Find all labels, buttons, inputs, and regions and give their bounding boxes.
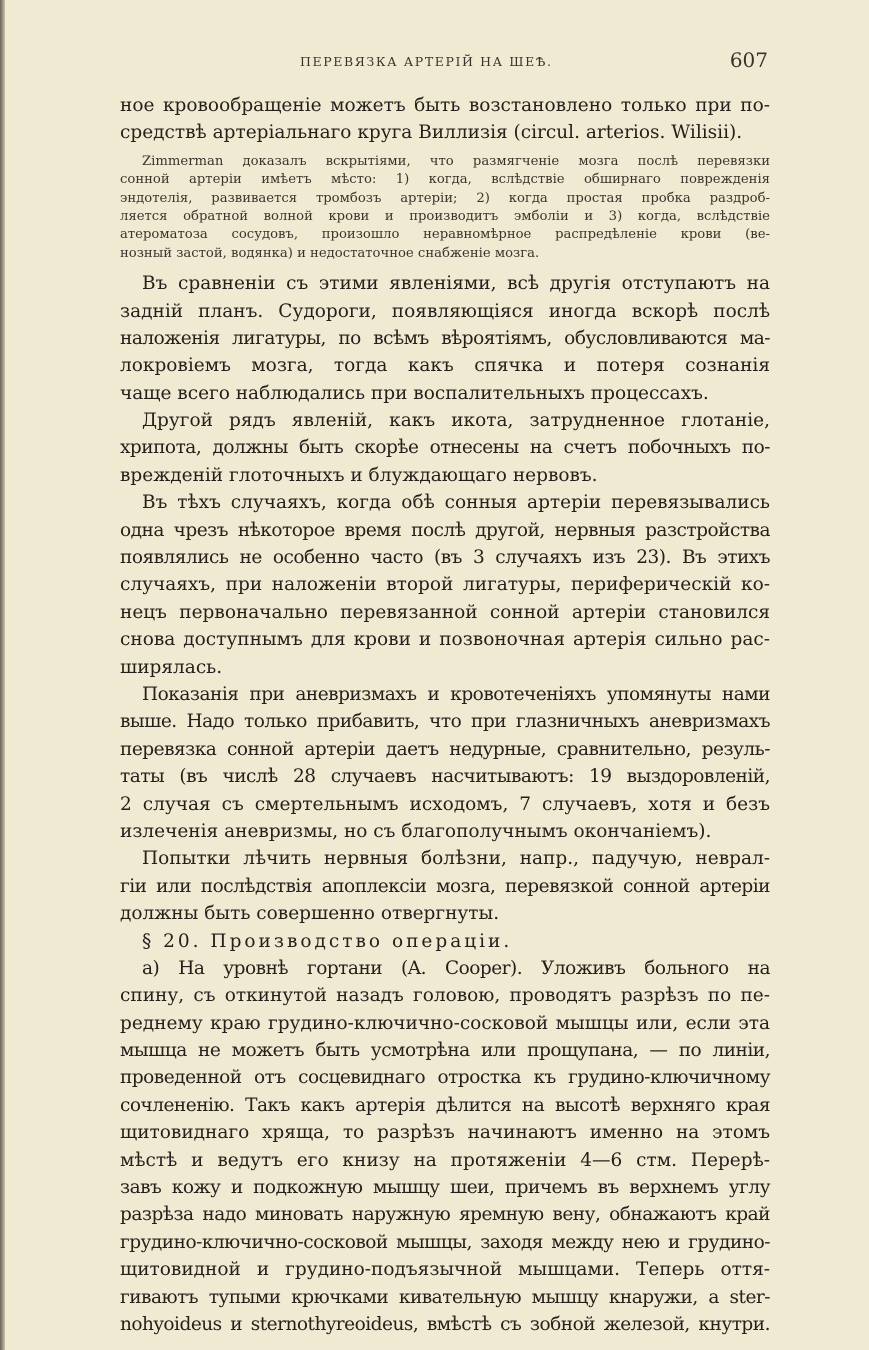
running-head: ПЕРЕВЯЗКА АРТЕРІЙ НА ШЕѢ. [300,54,553,69]
text-line: разрѣза надо миновать наружную яремную вену, обнажаютъ край [120,1204,770,1226]
text-line: чаще всего наблюдались при воспалительныхъ процессахъ. [120,382,709,404]
page-header [120,48,768,78]
text-line: а) На уровнѣ гортани (A. Cooper). Уложивъ больного на [142,957,770,979]
paragraph [120,489,770,681]
text-line: Въ сравненіи съ этими явленіями, всѣ другія отступаютъ на [142,273,770,295]
text-line: Попытки лѣчить нервныя болѣзни, напр., падучую, неврал- [142,848,770,870]
paragraph-continuation [120,92,770,147]
text-line: врежденій глоточныхъ и блуждающаго нервовъ. [120,464,598,486]
paragraph [120,407,770,489]
body-text [120,92,770,1338]
text-line: излеченія аневризмы, но съ благополучнымъ окончаніемъ). [120,820,712,842]
text-line: проведенной отъ сосцевиднаго отростка къ грудино-ключичному [120,1067,770,1089]
text-line: щитовиднаго хряща, то разрѣзъ начинаютъ именно на этомъ [120,1122,770,1144]
page-edge-shadow [0,0,5,1350]
text-line: должны быть совершенно отвергнуты. [120,903,500,925]
paragraph [120,955,770,1338]
note-line: атероматоза сосудовъ, произошло неравномѣрное распредѣленіе крови (ве- [120,227,770,243]
text-line: наложенія лигатуры, по всѣмъ вѣроятіямъ, обусловливаются ма- [120,327,770,349]
text-line: завъ кожу и подкожную мышцу шеи, причемъ въ верхнемъ углу [120,1177,770,1199]
text-line: локровіемъ мозга, тогда какъ спячка и потеря сознанія [120,355,770,377]
text-line: мѣстѣ и ведутъ его книзу на протяженіи 4—6 стм. Перерѣ- [120,1149,770,1171]
paragraph [120,270,770,407]
text-line: гіи или послѣдствія апоплексіи мозга, перевязкой сонной артеріи [120,875,770,897]
text-line: мышца не можетъ быть усмотрѣна или прощупана, — по линіи, [120,1040,770,1062]
text-line: 2 случая съ смертельнымъ исходомъ, 7 случаевъ, хотя и безъ [120,793,770,815]
text-line: одна чрезъ нѣкоторое время послѣ другой, нервныя разстройства [120,519,770,541]
section-heading-text: § 20. Производство операціи. [142,930,513,952]
text-line: выше. Надо только прибавить, что при глазничныхъ аневризмахъ [120,711,770,733]
note-line: Zimmerman доказалъ вскрытіями, что размягченіе мозга послѣ перевязки [142,153,770,169]
text-line: спину, съ откинутой назадъ головою, проводятъ разрѣзъ по пе- [120,985,770,1007]
footnote-zimmerman [120,153,770,263]
note-line: эндотелія, развивается тромбозъ артеріи; 2) когда простая пробка раздроб- [120,190,770,206]
paragraph [120,681,770,845]
text-line: перевязка сонной артеріи даетъ недурные, сравнительно, резуль- [120,738,770,760]
text-line: гиваютъ тупыми крючками кивательную мышцу кнаружи, а ster- [120,1286,770,1308]
text-line: таты (въ числѣ 28 случаевъ насчитываютъ: 19 выздоровленій, [120,766,770,788]
text-line: ширялась. [120,656,223,678]
paragraph [120,845,770,927]
note-line: нозный застой, водянка) и недостаточное снабженіе мозга. [120,245,540,261]
text-line: задній планъ. Судороги, появляющіяся иногда вскорѣ послѣ [120,300,770,322]
text-line: снова доступнымъ для крови и позвоночная артерія сильно рас- [120,629,770,651]
text-line: Въ тѣхъ случаяхъ, когда обѣ сонныя артеріи перевязывались [142,492,770,514]
text-line: щитовидной и грудино-подъязычной мышцами. Теперь оття- [120,1259,770,1281]
text-line: хрипота, должны быть скорѣе отнесены на счетъ побочныхъ по- [120,437,770,459]
note-line: сонной артеріи имѣетъ мѣсто: 1) когда, вслѣдствіе обширнаго поврежденія [120,172,770,188]
text-line: нецъ первоначально перевязанной сонной артеріи становился [120,601,770,623]
page-number: 607 [729,48,768,72]
text-line: nohyoideus и sternothyreoideus, вмѣстѣ съ зобной железой, кнутри. [120,1313,770,1335]
text-line: грудино-ключично-сосковой мышцы, заходя между нею и грудино- [120,1231,770,1253]
text-line: ное кровообращеніе можетъ быть возстановлено только при по- [120,95,770,116]
text-line: реднему краю грудино-ключично-сосковой мышцы или, если эта [120,1012,770,1034]
text-line: Показанія при аневризмахъ и кровотеченіяхъ упомянуты нами [142,683,770,705]
text-line: появлялись не особенно часто (въ 3 случаяхъ изъ 23). Въ этихъ [120,547,770,569]
text-line: случаяхъ, при наложеніи второй лигатуры, периферическій ко- [120,574,770,596]
text-line: Другой рядъ явленій, какъ икота, затрудненное глотаніе, [142,410,770,432]
text-line: средствѣ артеріальнаго круга Виллизія (circul. arterios. Wilisii). [120,122,743,144]
text-line: сочлененію. Такъ какъ артерія дѣлится на высотѣ верхняго края [120,1094,770,1116]
section-heading [120,928,770,955]
note-line: ляется обратной волной крови и производитъ эмболіи и 3) когда, вслѣдствіе [120,208,770,224]
